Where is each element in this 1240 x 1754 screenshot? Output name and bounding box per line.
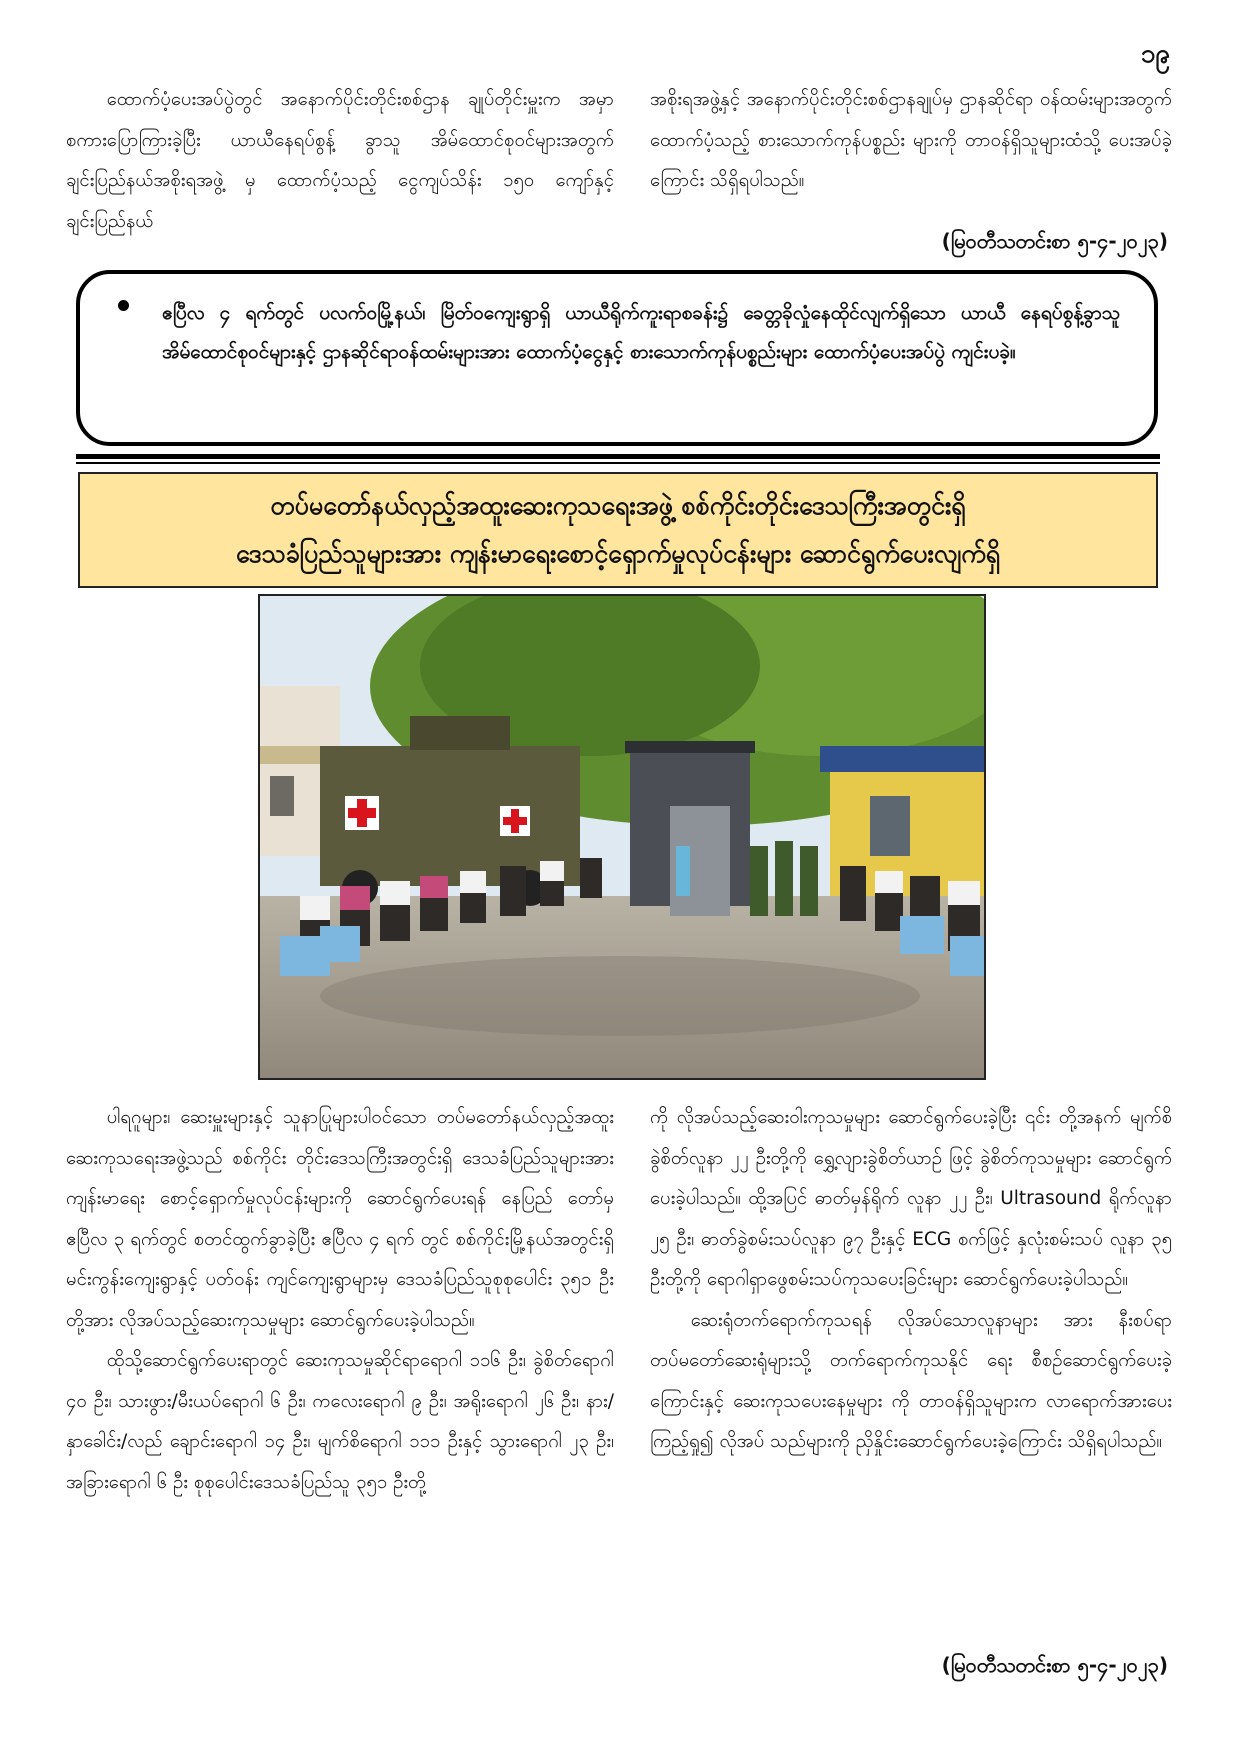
- bullet-icon: [118, 300, 129, 311]
- bottom-left-paragraph-2: ထိုသို့ဆောင်ရွက်ပေးရာတွင် ဆေးကုသမှုဆိုင်ရာရောဂါ ၁၁၆ ဦး၊ ခွဲစိတ်ရောဂါ ၄၀ ဦး၊ သားဖွား/မီးယပ်ရောဂါ ၆ ဦး၊ ကလေးရောဂါ ၉ ဦး၊ အရိုးရောဂါ ၂၆ ဦး၊ နား/နှာခေါင်း/လည် ချောင်းရောဂါ ၁၄ ဦး၊ မျက်စိရောဂါ ၁၁၁ ဦးနှင့် သွားရောဂါ ၂၃ ဦး၊ အခြားရောဂါ ၆ ဦး စုစုပေါင်းဒေသခံပြည်သူ ၃၅၁ ဦးတို့: [66, 1350, 614, 1493]
- bottom-right-paragraph-1: ကို လိုအပ်သည့်ဆေးဝါးကုသမှုများ ဆောင်ရွက်ပေးခဲ့ပြီး ၎င်း တို့အနက် မျက်စိခွဲစိတ်လူနာ ၂၂ ဦးတို့ကို ရွှေ့လျားခွဲစိတ်ယာဉ် ဖြင့် ခွဲစိတ်ကုသမှုများ ဆောင်ရွက်ပေးခဲ့ပါသည်။ ထို့အပြင် ဓာတ်မှန်ရိုက် လူနာ ၂၂ ဦး၊ Ultrasound ရိုက်လူနာ ၂၅ ဦး၊ ဓာတ်ခွဲစမ်းသပ်လူနာ ၉၇ ဦးနှင့် ECG စက်ဖြင့် နှလုံးစမ်းသပ် လူနာ ၃၅ ဦးတို့ကို ရောဂါရှာဖွေစမ်းသပ်ကုသပေးခြင်းများ ဆောင်ရွက်ပေးခဲ့ပါသည်။: [650, 1107, 1172, 1290]
- headline-line-1: တပ်မတော်နယ်လှည့်အထူးဆေးကုသရေးအဖွဲ့ စစ်ကိုင်းတိုင်းဒေသကြီးအတွင်းရှိ: [270, 491, 966, 520]
- top-right-paragraph: အစိုးရအဖွဲ့နှင့် အနောက်ပိုင်းတိုင်းစစ်ဌာနချုပ်မှ ဌာနဆိုင်ရာ ဝန်ထမ်းများအတွက် ထောက်ပံ့သည့် စားသောက်ကုန်ပစ္စည်း များကို တာဝန်ရှိသူများထံသို့ ပေးအပ်ခဲ့ကြောင်း သိရှိရပါသည်။: [650, 89, 1172, 191]
- medical-camp-photo: [260, 596, 986, 1080]
- divider-thick: [76, 454, 1160, 459]
- bottom-source-citation: (မြဝတီသတင်းစာ ၅-၄-၂၀၂၃): [941, 1653, 1168, 1677]
- bottom-right-paragraph-2: ဆေးရုံတက်ရောက်ကုသရန် လိုအပ်သောလူနာများ အား နီးစပ်ရာတပ်မတော်ဆေးရုံများသို့ တက်ရောက်ကုသနိုင် ရေး စီစဉ်ဆောင်ရွက်ပေးခဲ့ကြောင်းနှင့် ဆေးကုသပေးနေမှုများ ကို တာဝန်ရှိသူများက လာရောက်အားပေးကြည့်ရှု၍ လိုအပ် သည်များကို ညှိနှိုင်းဆောင်ရွက်ပေးခဲ့ကြောင်း သိရှိရပါသည်။: [650, 1309, 1172, 1452]
- top-right-column: [650, 80, 1172, 202]
- highlight-box: [76, 270, 1158, 446]
- highlight-text: ဧပြီလ ၄ ရက်တွင် ပလက်ဝမြို့နယ်၊ မြိတ်ဝကျေးရွာရှိ ယာယီရိုက်ကူးရာစခန်း၌ ခေတ္တခိုလှုံနေထိုင်လျက်ရှိသော ယာယီ နေရပ်စွန့်ခွာသူ အိမ်ထောင်စုဝင်များနှင့် ဌာနဆိုင်ရာဝန်ထမ်းများအား ထောက်ပံ့ငွေနှင့် စားသောက်ကုန်ပစ္စည်းများ ထောက်ပံ့ပေးအပ်ပွဲ ကျင်းပခဲ့။: [162, 302, 1120, 363]
- bottom-right-column: [650, 1098, 1172, 1463]
- top-left-column: [66, 80, 614, 242]
- top-left-paragraph: ထောက်ပံ့ပေးအပ်ပွဲတွင် အနောက်ပိုင်းတိုင်းစစ်ဌာန ချုပ်တိုင်းမှူးက အမှာစကားပြောကြားခဲ့ပြီး ယာယီနေရပ်စွန့် ခွာသူ အိမ်ထောင်စုဝင်များအတွက် ချင်းပြည်နယ်အစိုးရအဖွဲ့ မှ ထောက်ပံ့သည့် ငွေကျပ်သိန်း ၁၅၀ ကျော်နှင့် ချင်းပြည်နယ်: [66, 89, 614, 232]
- divider-thin: [76, 462, 1160, 464]
- headline-line-2: ဒေသခံပြည်သူများအား ကျန်းမာရေးစောင့်ရှောက်မှုလုပ်ငန်းများ ဆောင်ရွက်ပေးလျက်ရှိ: [235, 539, 1001, 568]
- article-photo: [258, 594, 986, 1080]
- bottom-left-column: [66, 1098, 614, 1503]
- bottom-left-paragraph-1: ပါရဂူများ၊ ဆေးမှူးများနှင့် သူနာပြုများပါဝင်သော တပ်မတော်နယ်လှည့်အထူးဆေးကုသရေးအဖွဲ့သည် စစ်ကိုင်း တိုင်းဒေသကြီးအတွင်းရှိ ဒေသခံပြည်သူများအား ကျန်းမာရေး စောင့်ရှောက်မှုလုပ်ငန်းများကို ဆောင်ရွက်ပေးရန် နေပြည် တော်မှ ဧပြီလ ၃ ရက်တွင် စတင်ထွက်ခွာခဲ့ပြီး ဧပြီလ ၄ ရက် တွင် စစ်ကိုင်းမြို့နယ်အတွင်းရှိ မင်းကွန်းကျေးရွာနှင့် ပတ်ဝန်း ကျင်ကျေးရွာများမှ ဒေသခံပြည်သူစုစုပေါင်း ၃၅၁ ဦးတို့အား လိုအပ်သည့်ဆေးကုသမှုများ ဆောင်ရွက်ပေးခဲ့ပါသည်။: [66, 1107, 614, 1331]
- page-number: ၁၉: [1140, 39, 1170, 69]
- top-source-citation: (မြဝတီသတင်းစာ ၅-၄-၂၀၂၃): [941, 229, 1168, 253]
- article-headline: [78, 472, 1158, 588]
